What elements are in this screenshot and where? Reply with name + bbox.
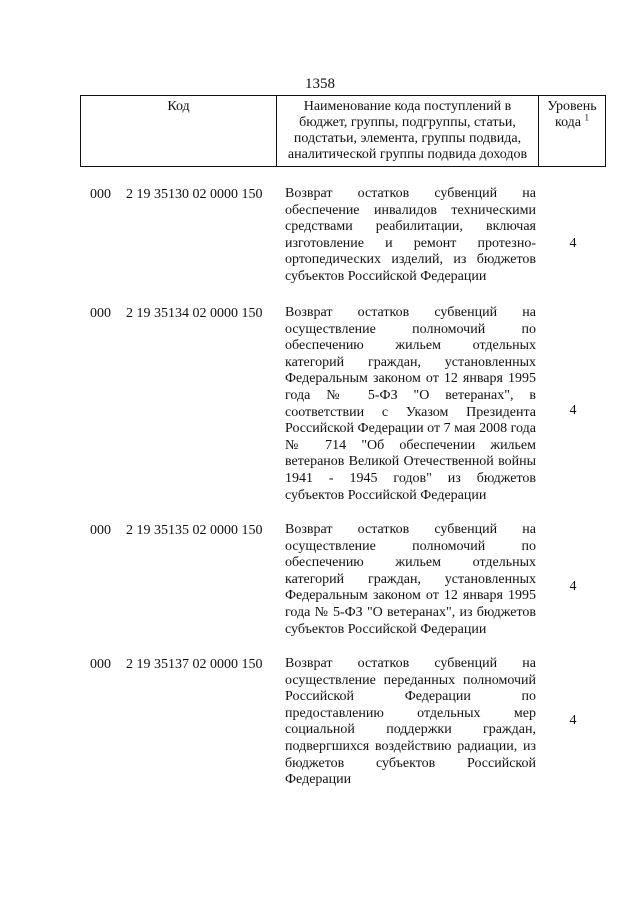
row-name: Возврат остатков субвенций на осуществление переданных полномочий Российской Федерации по предоставлению отдельных мер социальной поддержки граждан, подвергшихся воздействию радиации, из бюджетов субъектов Российской Федерации xyxy=(285,656,536,788)
row-level: 4 xyxy=(569,713,577,728)
row-name: Возврат остатков субвенций на осуществление полномочий по обеспечению жильем отдельных категорий граждан, установленных Федеральным законом от 12 января 1995 года № 5-ФЗ "О ветеранах", в соответствии с Указом Президента Российской Федерации от 7 мая 2008 года № 714 "Об обеспечении жильем ветеранов Великой Отечественной войны 1941 - 1945 годов" из бюджетов субъектов Российской Федерации xyxy=(285,305,536,503)
row-code: 2 19 35137 02 0000 150 xyxy=(126,657,263,672)
page-number: 1358 xyxy=(305,76,335,92)
header-level xyxy=(539,96,606,166)
row-level: 4 xyxy=(569,236,577,251)
row-prefix: 000 xyxy=(90,187,111,202)
row-prefix: 000 xyxy=(90,657,111,672)
row-name: Возврат остатков субвенций на осуществление полномочий по обеспечению жильем отдельных категорий граждан, установленных Федеральным законом от 12 января 1995 года № 5-ФЗ "О ветеранах", из бюджетов субъектов Российской Федерации xyxy=(285,522,536,637)
header-code: Код xyxy=(81,96,277,166)
row-level: 4 xyxy=(569,403,577,418)
row-name: Возврат остатков субвенций на обеспечение инвалидов техническими средствами реабилитации, включая изготовление и ремонт протезно-ортопедических изделий, из бюджетов субъектов Российской Федерации xyxy=(285,186,536,284)
table-header xyxy=(80,95,606,167)
row-code: 2 19 35130 02 0000 150 xyxy=(126,187,263,202)
header-level-footnote: 1 xyxy=(584,112,590,123)
row-prefix: 000 xyxy=(90,306,111,321)
row-code: 2 19 35134 02 0000 150 xyxy=(126,306,263,321)
header-name: Наименование кода поступлений в бюджет, группы, подгруппы, статьи, подстатьи, элемента, группы подвида, аналитической группы подвида доходов xyxy=(277,96,539,166)
row-code: 2 19 35135 02 0000 150 xyxy=(126,523,263,538)
row-level: 4 xyxy=(569,579,577,594)
header-level-label: Уровень кода xyxy=(547,99,597,130)
row-prefix: 000 xyxy=(90,523,111,538)
